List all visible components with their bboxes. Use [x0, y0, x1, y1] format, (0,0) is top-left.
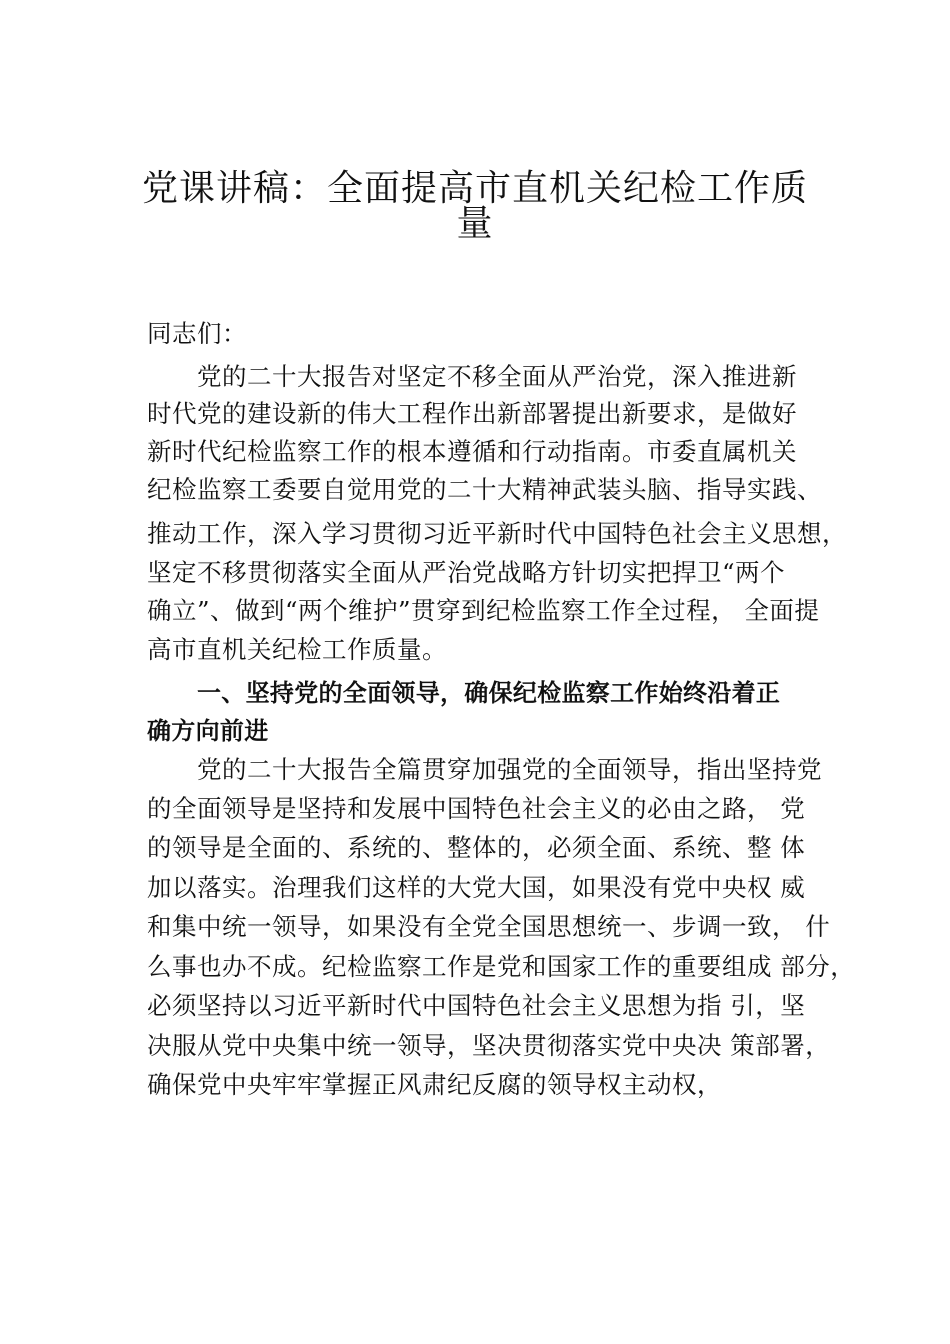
paragraph-2-line: 党的二十大报告全篇贯穿加强党的全面领导，指出坚持党 — [197, 755, 822, 784]
paragraph-1-line: 高市直机关纪检工作质量。 — [147, 635, 447, 664]
paragraph-2-line: 的领导是全面的、系统的、整体的，必须全面、系统、整 体 — [147, 833, 806, 862]
paragraph-2-line: 么事也办不成。纪检监察工作是党和国家工作的重要组成 部分， — [147, 952, 856, 981]
paragraph-2-line: 决服从党中央集中统一领导，坚决贯彻落实党中央决 策部署， — [147, 1031, 831, 1060]
section-heading-1-line: 一、坚持党的全面领导，确保纪检监察工作始终沿着正 — [197, 679, 781, 707]
paragraph-1-line: 新时代纪检监察工作的根本遵循和行动指南。市委直属机关 — [147, 437, 797, 466]
paragraph-1-line: 时代党的建设新的伟大工程作出新部署提出新要求，是做好 — [147, 399, 797, 428]
paragraph-1-line: 推动工作，深入学习贯彻习近平新时代中国特色社会主义思想， — [147, 519, 847, 548]
paragraph-1-line: 纪检监察工委要自觉用党的二十大精神武装头脑、指导实践、 — [147, 475, 822, 504]
paragraph-2-line: 确保党中央牢牢掌握正风肃纪反腐的领导权主动权， — [147, 1070, 722, 1099]
section-heading-1-line: 确方向前进 — [147, 717, 269, 745]
paragraph-1-line: 党的二十大报告对坚定不移全面从严治党，深入推进新 — [197, 362, 797, 391]
paragraph-2-line: 和集中统一领导，如果没有全党全国思想统一、步调一致， 什 — [147, 912, 831, 941]
paragraph-2-line: 必须坚持以习近平新时代中国特色社会主义思想为指 引，坚 — [147, 991, 806, 1020]
paragraph-1-line: 确立”、做到“两个维护”贯穿到纪检监察工作全过程， 全面提 — [147, 596, 820, 625]
paragraph-2-line: 的全面领导是坚持和发展中国特色社会主义的必由之路， 党 — [147, 794, 806, 823]
salutation: 同志们： — [147, 319, 247, 348]
document-title-line-2: 量 — [456, 203, 494, 244]
paragraph-2-line: 加以落实。治理我们这样的大党大国，如果没有党中央权 威 — [147, 873, 806, 902]
paragraph-1-line: 坚定不移贯彻落实全面从严治党战略方针切实把捍卫“两个 — [147, 558, 786, 587]
document-title-line-1: 党课讲稿：全面提高市直机关纪检工作质 — [141, 168, 808, 209]
